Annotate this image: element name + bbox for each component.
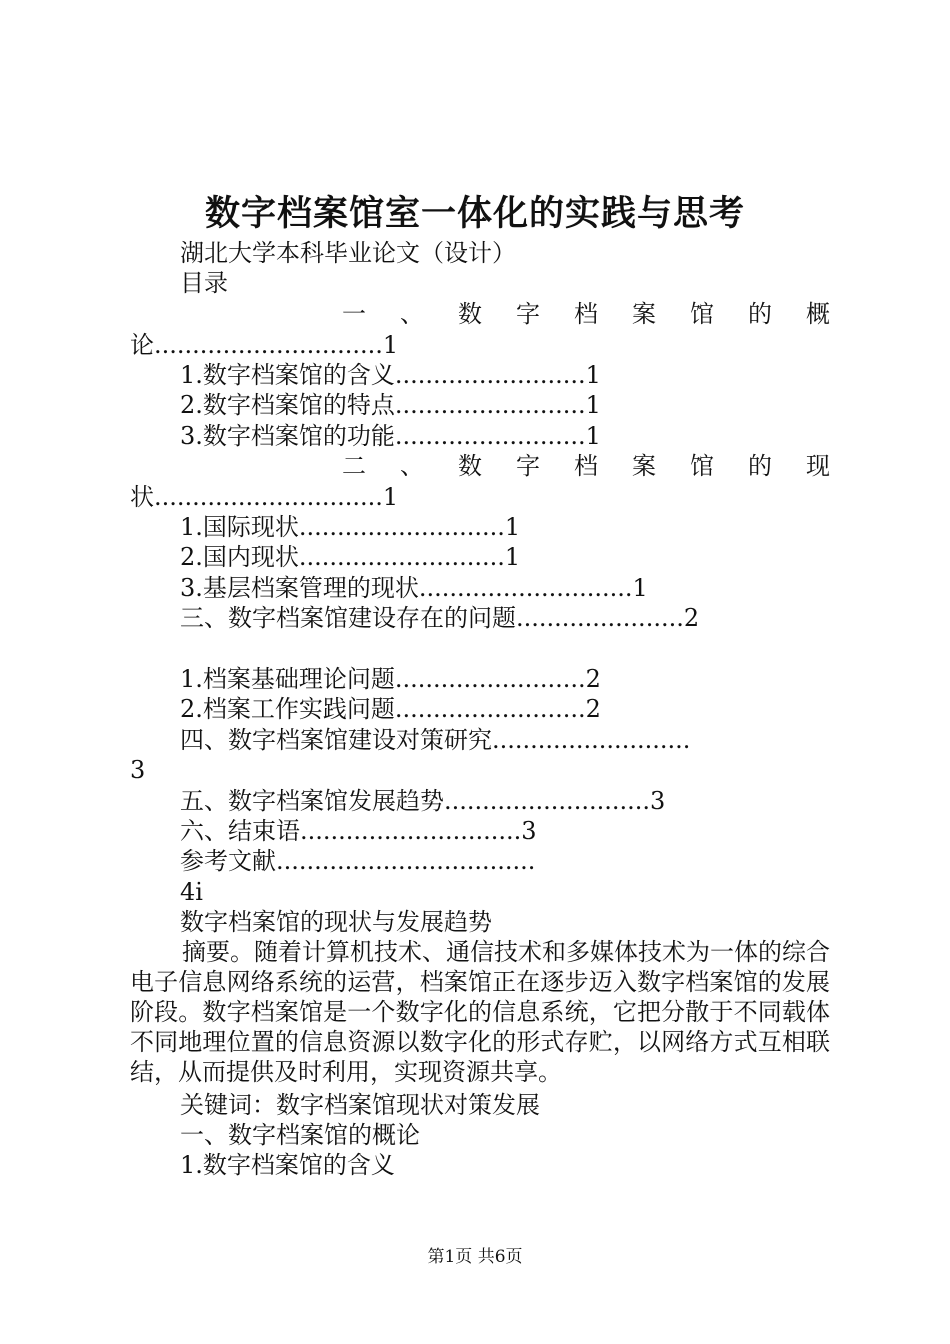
keywords: 关键词：数字档案馆现状对策发展	[180, 1091, 540, 1119]
toc-section-2-heading	[342, 451, 830, 481]
toc-heading: 目录	[180, 269, 228, 297]
toc-item: 1.档案基础理论问题.........................2	[180, 665, 601, 693]
toc-item: 3.基层档案管理的现状............................1	[180, 574, 648, 602]
body-heading: 数字档案馆的现状与发展趋势	[180, 908, 492, 936]
toc-char: 的	[748, 452, 772, 480]
toc-section-4-page: 3	[130, 756, 146, 784]
toc-item: 2.国内现状...........................1	[180, 543, 521, 571]
toc-section-5: 五、数字档案馆发展趋势...........................3	[180, 787, 666, 815]
toc-char: 、	[400, 300, 424, 328]
document-title: 数字档案馆室一体化的实践与思考	[204, 193, 745, 234]
toc-char: 字	[516, 300, 540, 328]
toc-char: 、	[400, 452, 424, 480]
toc-item: 2.档案工作实践问题.........................2	[180, 695, 601, 723]
toc-item: 2.数字档案馆的特点.........................1	[180, 391, 601, 419]
toc-char: 馆	[690, 300, 714, 328]
toc-section-4: 四、数字档案馆建设对策研究..........................	[180, 726, 691, 754]
section-heading: 一、数字档案馆的概论	[180, 1121, 420, 1149]
toc-char: 馆	[690, 452, 714, 480]
toc-section-3: 三、数字档案馆建设存在的问题......................2	[180, 604, 700, 632]
subsection-heading: 1.数字档案馆的含义	[180, 1151, 395, 1179]
toc-char: 字	[516, 452, 540, 480]
toc-char: 二	[342, 452, 366, 480]
subtitle: 湖北大学本科毕业论文（设计）	[180, 239, 516, 267]
toc-section-2-tail: 状..............................1	[130, 483, 399, 511]
toc-char: 档	[574, 452, 598, 480]
toc-item: 1.国际现状...........................1	[180, 513, 521, 541]
toc-char: 概	[806, 300, 830, 328]
toc-section-6: 六、结束语.............................3	[180, 817, 537, 845]
toc-char: 一	[342, 300, 366, 328]
toc-section-1-heading	[342, 299, 830, 329]
toc-char: 现	[806, 452, 830, 480]
toc-item: 3.数字档案馆的功能.........................1	[180, 422, 601, 450]
abstract-paragraph: 摘要。随着计算机技术、通信技术和多媒体技术为一体的综合电子信息网络系统的运营，档案馆正在逐步迈入数字档案馆的发展阶段。数字档案馆是一个数字化的信息系统，它把分散于不同载体不同地理位置的信息资源以数字化的形式存贮，以网络方式互相联结，从而提供及时利用，实现资源共享。	[130, 938, 830, 1086]
toc-char: 数	[458, 452, 482, 480]
toc-char: 的	[748, 300, 772, 328]
toc-item: 1.数字档案馆的含义.........................1	[180, 361, 601, 389]
toc-char: 档	[574, 300, 598, 328]
toc-references: 参考文献..................................	[180, 847, 536, 875]
toc-char: 案	[632, 452, 656, 480]
toc-section-1-tail: 论..............................1	[130, 331, 399, 359]
toc-char: 案	[632, 300, 656, 328]
toc-references-page: 4i	[180, 878, 203, 906]
page-footer: 第1页 共6页	[427, 1247, 523, 1267]
toc-char: 数	[458, 300, 482, 328]
